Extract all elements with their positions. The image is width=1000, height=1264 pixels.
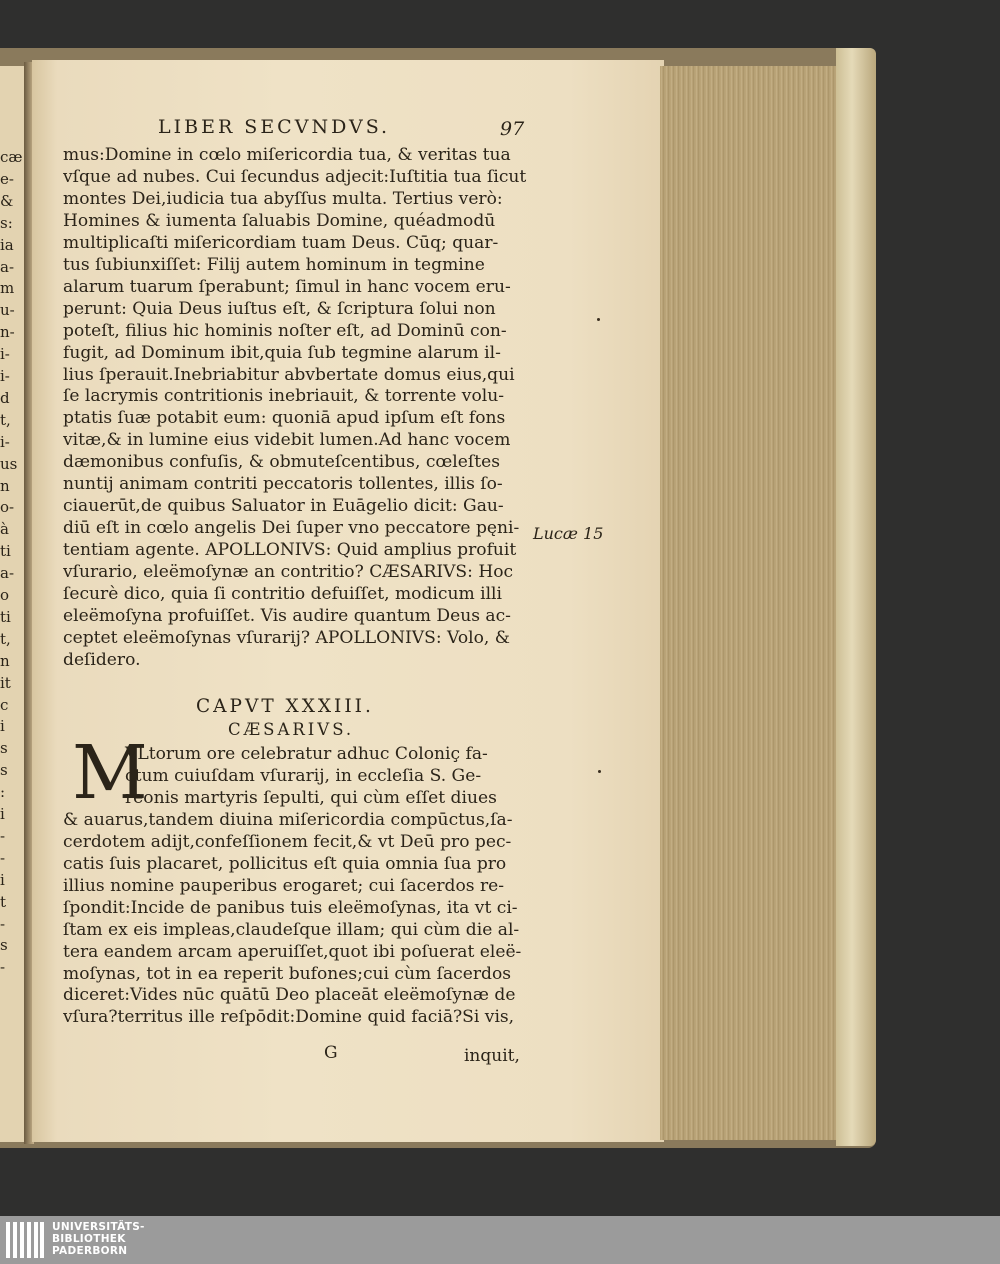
prev-page-fragment: o- — [0, 498, 15, 517]
text-line: moſynas, tot in ea reperit bufones;cui cùm ſacerdos — [63, 963, 512, 984]
text-line: multiplicaſti miſericordiam tuam Deus. Cūq; quar- — [63, 232, 499, 253]
text-line: vitæ,& in lumine eius videbit lumen.Ad hanc vocem — [63, 430, 511, 451]
text-line: dæmonibus confuſis, & obmuteſcentibus, cœleſtes — [63, 452, 500, 473]
library-footer-bar — [0, 1216, 1000, 1264]
prev-page-fragment: m — [0, 279, 15, 298]
library-logo-icon — [6, 1222, 44, 1258]
text-line: fugit, ad Dominum ibit,quia ſub tegmine alarum il- — [63, 342, 501, 363]
text-line: nuntij animam contriti peccatoris tollentes, illis ſo- — [63, 474, 503, 495]
prev-page-fragment: s — [0, 761, 8, 780]
text-line: illius nomine pauperibus erogaret; cui ſacerdos re- — [63, 875, 505, 896]
prev-page-fragment: u- — [0, 301, 15, 320]
prev-page-fragment: cæ — [0, 148, 23, 166]
text-line: vſque ad nubes. Cui ſecundus adjecit:Iuſtitia tua ſicut — [63, 166, 527, 187]
text-line: VLtorum ore celebratur adhuc Coloniç fa- — [125, 744, 488, 764]
speaker-name: CÆSARIVS. — [228, 720, 355, 739]
text-line: catis ſuis placaret, pollicitus eſt quia omnia ſua pro — [63, 853, 507, 874]
prev-page-fragment: - — [0, 848, 6, 867]
text-line: ſecurè dico, quia ſi contritio defuiſſet, modicum illi — [63, 584, 502, 605]
prev-page-fragment: i- — [0, 345, 10, 364]
logo-line: PADERBORN — [52, 1245, 128, 1257]
text-line: tentiam agente. APOLLONIVS: Quid amplius profuit — [63, 540, 517, 561]
prev-page-fragment: d — [0, 388, 10, 407]
text-line: Homines & iumenta ſaluabis Domine, quéadmodū — [63, 210, 496, 231]
drop-cap: M — [72, 730, 148, 816]
text-line: cerdotem adijt,confeſſionem fecit,& vt Deū pro pec- — [63, 831, 512, 852]
prev-page-fragment: - — [0, 914, 6, 933]
text-line: ſpondit:Incide de panibus tuis eleëmoſynas, ita vt ci- — [63, 897, 518, 918]
prev-page-fragment: n — [0, 651, 10, 670]
prev-page-fragment: s — [0, 739, 8, 758]
prev-page-fragment: ia — [0, 235, 14, 254]
prev-page-fragment: - — [0, 958, 6, 977]
catchword: inquit, — [464, 1046, 520, 1066]
prev-page-fragment: t — [0, 892, 7, 911]
library-logo-text — [52, 1221, 145, 1257]
text-line: mus:Domine in cœlo miſericordia tua, & veritas tua — [63, 145, 511, 165]
prev-page-fragment: e- — [0, 169, 14, 188]
prev-page-fragment: i- — [0, 367, 10, 385]
prev-page-fragment: ti — [0, 607, 11, 626]
text-line: poteſt, filius hic hominis noſter eſt, ad Dominū con- — [63, 320, 507, 341]
text-line: diū eſt in cœlo angelis Dei ſuper vno peccatore pęni- — [63, 518, 520, 539]
speck — [597, 318, 600, 321]
signature-mark: G — [324, 1043, 338, 1063]
prev-page-fragment: c — [0, 695, 9, 714]
speck — [598, 770, 601, 773]
text-line: ptatis ſuæ potabit eum: quoniā apud ipſum eſt fons — [63, 408, 506, 429]
text-line: alarum tuarum ſperabunt; ſimul in hanc vocem eru- — [63, 276, 511, 297]
running-head: LIBER SECVNDVS. — [158, 116, 391, 138]
text-line: ctum cuiuſdam vſurarij, in eccleſia S. Ge- — [125, 765, 482, 786]
prev-page-fragment: n- — [0, 323, 15, 342]
text-line: ſe lacrymis contritionis inebriauit, & torrente volu- — [63, 386, 504, 407]
margin-note: Lucæ 15 — [533, 524, 604, 543]
back-board — [836, 48, 876, 1146]
text-line: montes Dei,iudicia tua abyſſus multa. Tertius verò: — [63, 188, 503, 209]
text-block-bottom — [63, 744, 529, 1029]
prev-page-fragment: a- — [0, 564, 15, 583]
text-line: & auarus,tandem diuina miſericordia compūctus,ſa- — [63, 809, 513, 830]
prev-page-fragment: i- — [0, 432, 10, 451]
prev-page-fragment: & — [0, 191, 14, 210]
chapter-heading: CAPVT XXXIII. — [196, 696, 374, 717]
text-line: ſtam ex eis impleas,claudeſque illam; qui cùm die al- — [63, 919, 520, 940]
logo-line: UNIVERSITÄTS- — [52, 1221, 145, 1233]
prev-page-fragment: s: — [0, 213, 13, 232]
text-block-top — [63, 145, 529, 672]
text-line: deſidero. — [63, 649, 141, 670]
prev-page-fragment: à — [0, 520, 9, 539]
prev-page-fragment: t, — [0, 629, 11, 648]
prev-page-fragment: o — [0, 586, 10, 604]
text-line: eleëmoſyna profuiſſet. Vis audire quantum Deus ac- — [63, 606, 511, 627]
text-line: lius ſperauit.Inebriabitur abvbertate domus eius,qui — [63, 364, 515, 385]
prev-page-fragment: i — [0, 717, 5, 736]
prev-page-fragment: us — [0, 454, 18, 473]
prev-page-fragment: : — [0, 783, 6, 802]
logo-line: BIBLIOTHEK — [52, 1233, 126, 1245]
page-number: 97 — [500, 118, 525, 140]
prev-page-fragment: ti — [0, 542, 11, 561]
text-line: ceptet eleëmoſynas vſurarij? APOLLONIVS: Volo, & — [63, 627, 510, 648]
text-line: vſurario, eleëmoſynæ an contritio? CÆSARIVS: Hoc — [63, 562, 514, 583]
previous-page-edge — [0, 66, 26, 1142]
prev-page-fragment: i — [0, 805, 5, 823]
text-line: perunt: Quia Deus iuſtus eſt, & ſcriptura ſolui non — [63, 298, 496, 319]
prev-page-fragment: s — [0, 936, 8, 955]
prev-page-fragment: - — [0, 826, 6, 845]
prev-page-fragment: t, — [0, 410, 11, 429]
text-line: reonis martyris ſepulti, qui cùm eſſet diues — [125, 787, 497, 808]
text-line: tera eandem arcam aperuiſſet,quot ibi poſuerat eleë- — [63, 941, 522, 962]
prev-page-fragment: n — [0, 476, 10, 495]
prev-page-fragment: it — [0, 673, 11, 692]
text-line: tus ſubiunxiſſet: Filij autem hominum in tegmine — [63, 254, 485, 275]
prev-page-fragment: i — [0, 870, 5, 889]
text-line: vſura?territus ille reſpōdit:Domine quid faciā?Si vis, — [63, 1007, 515, 1028]
page-edges-block — [660, 66, 840, 1140]
prev-page-fragment: a- — [0, 257, 15, 276]
text-line: ciauerūt,de quibus Saluator in Euāgelio dicit: Gau- — [63, 496, 504, 517]
text-line: diceret:Vides nūc quātū Deo placeāt eleëmoſynæ de — [63, 985, 516, 1006]
